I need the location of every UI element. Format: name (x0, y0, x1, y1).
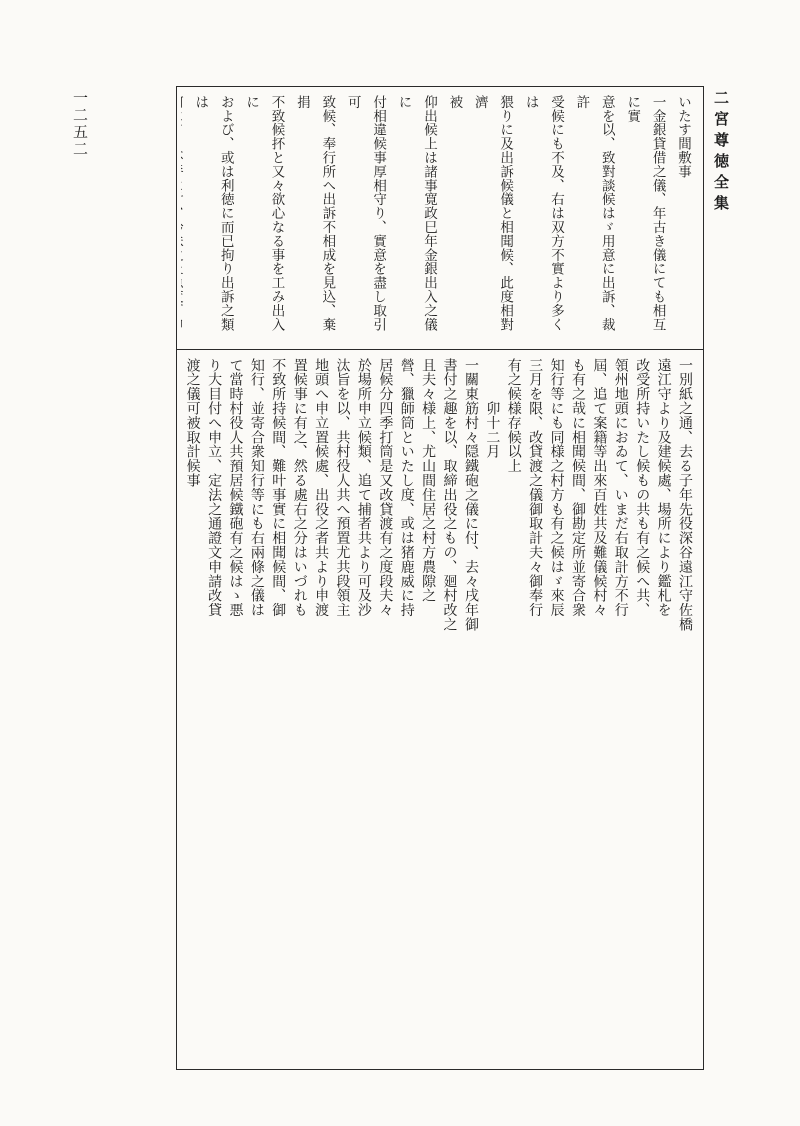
page-number: 一二五二 (71, 90, 89, 158)
lower-text-block: 一別紙之通、去る子年先役深谷遠江守佐橋 遠江守より及建候處、場所により鑑札を 改受所持いたし候もの共も有之候へ共、 領州地頭におゐて、いまだ右取計方不行 屆、追て案籍等出來百姓共及難儀候村々 も有之哉に相聞候間、御勘定所並寄合衆 知行等にも同様之村方も有之候はゞ來辰 三月を限、改貸渡之儀御取計夫々御奉行 有之候様存候以上 卯十二月 一關東筋村々隠鐵砲之儀に付、去々戌年御 書付之趣を以、取締出役之もの、廻村改之 且夫々様上、尤山間住居之村方農隙之 營、獵師筒といたし度、或は猪鹿威に持 居候分四季打筒是又改貸渡有之度段夫々 於場所申立候類、追て捕者共より可及沙 汰旨を以、共村役人共へ預置尤共段領主 地頭へ申立置候處、出役之者共より申渡 置候事に有之、然る處右之分はいづれも 不致所持候間、難叶事實に相聞候間、御 知行、並寄合衆知行等にも右兩條之儀は て當時村役人共預居候鐵砲有之候はゝ悪 り大目付へ申立、定法之通證文申請改貸 渡之儀可被取計候事 (184, 358, 693, 632)
upper-section (177, 87, 703, 349)
upper-text-block: いたす間敷事 一金銀貸借之儀、年古き儀にても相互に實 意を以、致對談候はゞ用意に出訴、裁許 受候にも不及、右は双方不實より多くは 猥りに及出訴候儀と相聞候、此度相對濟 被 仰出候上は諸事寛政巳年金銀出入之儀に 付相違候事厚相守り、實意を盡し取引可 致候、奉行所へ出訴不相成を見込、棄捐 不致候抔と又々欲心なる事を工み出入に および、或は利徳に而已拘り出訴之類は (192, 95, 691, 332)
text-frame (176, 86, 704, 1070)
lower-section (177, 350, 703, 1069)
running-head: 二宮尊徳全集 (712, 90, 730, 216)
